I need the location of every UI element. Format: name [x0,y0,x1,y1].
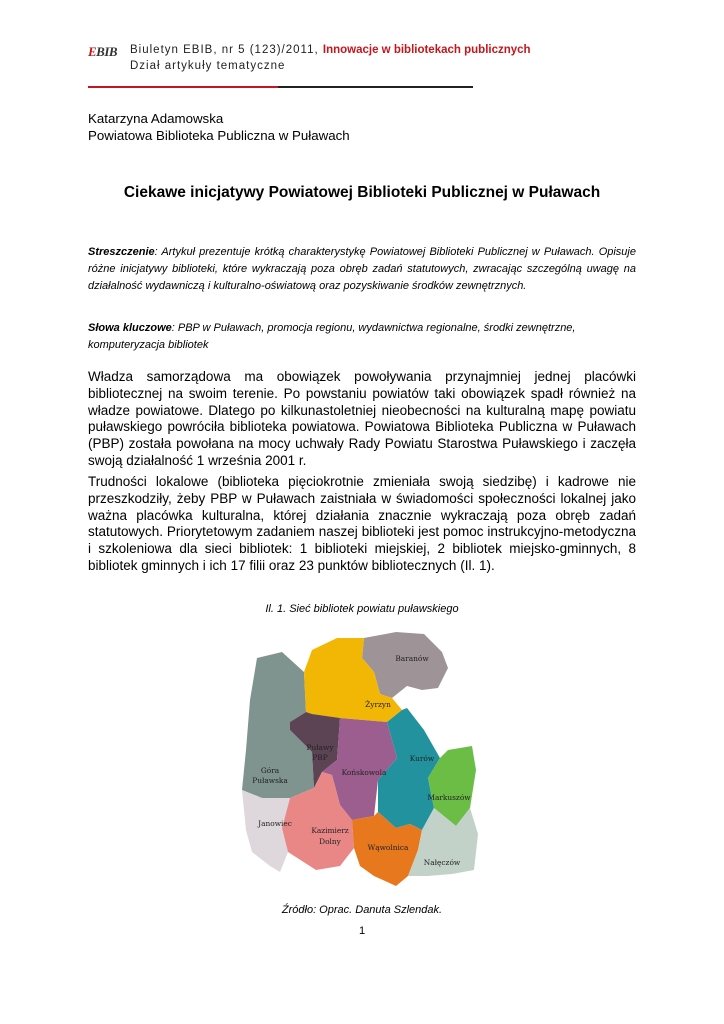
page-number: 1 [358,925,366,937]
body-paragraph-2: Trudności lokalowe (biblioteka pięciokrotnie zmieniała swoją siedzibę) i kadrowe nie przeszkodziły, żeby PBP w Puławach zaistniała w świadomości społeczności lokalnej jako ważna placówka kulturalna, której działania znacznie wykraczają poza obręb zadań statutowych. Priorytetowym zadaniem naszej biblioteki jest pomoc instrukcyjno-metodyczna i szkoleniowa dla sieci bibliotek: 1 biblioteki miejskiej, 2 bibliotek miejsko-gminnych, 8 bibliotek gminnych i ich 17 filii oraz 23 punktów bibliotecznych (Il. 1). [88,474,636,573]
map-label-gora-line1: Góra [260,766,280,775]
map-label-kurow: Kurów [409,754,435,763]
issue-theme: Innowacje w bibliotekach publicznych [322,44,531,56]
body-paragraph-1: Władza samorządowa ma obowiązek powoływania przynajmniej jednej placówki bibliotecznej na swoim terenie. Po powstaniu powiatów taki obowiązek spadł również na władze powiatowe. Dlatego po kilkunastoletniej nieobecności na kulturalną mapę powiatu puławskiego powróciła biblioteka powiatowa. Powiatowa Biblioteka Publiczna w Puławach (PBP) została powołana na mocy uchwały Rady Powiatu Starostwa Puławskiego i zaczęła swoją działalność 1 września 2001 r. [88,369,636,468]
map-label-wawolnica: Wąwolnica [367,843,409,852]
keywords [88,320,636,354]
district-map [242,630,482,892]
article-title: Ciekawe inicjatywy Powiatowej Biblioteki Publicznej w Puławach [123,184,601,201]
ebib-logo: EBIB [88,44,118,59]
document-header [88,40,531,90]
map-label-baranow: Baranów [395,654,429,663]
abstract-text: : Artykuł prezentuje krótką charakterystykę Powiatowej Biblioteki Publicznej w Puławach. Opisuje różne inicjatywy biblioteki, które wykraczają poza obręb zadań statutowych, zwracając szczególną uwagę na działalność wydawniczą i kulturalno-oświatową oraz pozyskiwanie środków zewnętrznych. [88,246,636,292]
header-rule-dark [278,86,473,88]
author-block [88,110,350,144]
map-label-pulawy-line2: PBP [312,753,328,762]
figure-caption: Il. 1. Sieć bibliotek powiatu puławskiego [265,603,459,615]
keywords-text: : PBP w Puławach, promocja regionu, wydawnictwa regionalne, środki zewnętrzne, komputeryzacja bibliotek [88,322,576,351]
map-label-kazimierz-line2: Dolny [319,837,341,846]
map-label-naleczow: Nałęczów [423,858,461,867]
author-name: Katarzyna Adamowska [88,111,224,126]
map-label-konskowola: Końskowola [341,768,387,777]
map-label-zyrzyn: Żyrzyn [365,700,391,709]
map-label-markuszow: Markuszów [427,793,471,802]
keywords-label: Słowa kluczowe [88,322,172,334]
bulletin-issue: Biuletyn EBIB, nr 5 (123)/2011, [130,44,319,56]
map-label-gora-line2: Puławska [252,776,288,785]
bulletin-line [130,44,531,56]
figure-source: Źródło: Oprac. Danuta Szlendak. [281,904,443,916]
map-label-pulawy-line1: Puławy [306,743,334,752]
author-affiliation: Powiatowa Biblioteka Publiczna w Puławach [88,128,350,143]
map-label-janowiec: Janowiec [258,819,292,828]
map-label-kazimierz-line1: Kazimierz [311,826,349,835]
abstract-label: Streszczenie [88,246,155,258]
header-rule-red [88,86,278,88]
abstract [88,244,636,295]
section-name: Dział artykuły tematyczne [130,60,286,72]
